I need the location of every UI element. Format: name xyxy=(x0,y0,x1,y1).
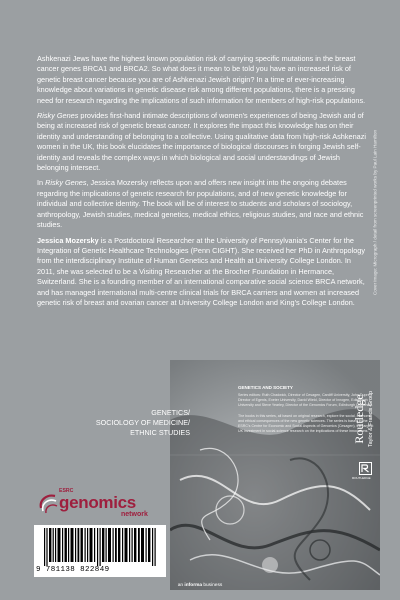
blurb-paragraph-1: Ashkenazi Jews have the highest known population risk of carrying specific mutations in the breast cancer genes BRCA1 and BRCA2. So what does it mean to be told you have an increased risk of genetic breast cancer because you are of Ashkenazi Jewish origin? In a time of ever-increasing knowledge about variations in genetic disease risk among different populations, there is a pressing need for research regarding the implications of such information for members of high-risk populations. xyxy=(37,54,366,105)
esrc-swirl-icon xyxy=(37,490,59,514)
informa-footer: an informa business xyxy=(177,583,223,588)
isbn-barcode xyxy=(34,525,166,577)
esrc-genomics-word: genomics xyxy=(59,493,136,512)
blurb-paragraph-2: Risky Genes provides first-hand intimate descriptions of women's experiences of being Jewish and of being at increased risk of genetic breast cancer. It explores the impact this knowledge has on their identity and understanding of belonging to a collective. Using qualitative data from high-risk Ashkenazi women in the UK, this book elucidates the importance of biological discourses in forging Jewish self-identity and reveals the complex ways in which biological and social understandings of Jewish belonging intersect. xyxy=(37,111,366,173)
esrc-network-word: network xyxy=(121,511,148,518)
blurb-paragraph-3: In Risky Genes, Jessica Mozersky reflects upon and offers new insight into the ongoing debates regarding the implications of genetic research for populations, and of new genetic knowledge for individual and collective identity. The book will be of interest to students and scholars of sociology, anthropology, Jewish studies, medical genetics, medical ethics, religious studies, and race and ethnic studies. xyxy=(37,178,364,230)
publisher-name: Routledge xyxy=(352,394,366,444)
routledge-logo xyxy=(348,388,378,458)
subject-category: GENETICS/ SOCIOLOGY OF MEDICINE/ ETHNIC STUDIES xyxy=(95,408,190,437)
isbn-number: 9 781138 822849 xyxy=(36,566,110,574)
author-name: Jessica Mozersky xyxy=(37,235,99,245)
series-title: GENETICS AND SOCIETY xyxy=(238,385,293,390)
series-description: The books in this series, all based on original research, explore the social, economic and ethical consequences of the new genetic sciences. The series is based in the ESRC's Centre for Economic and Social Aspects of Genomics (Cesagen), the largest UK investment in social-science research on the implications of these innovations. xyxy=(238,414,374,433)
publisher-mark-label: ROUTLEDGE xyxy=(352,476,371,480)
barcode-bars xyxy=(44,528,158,566)
routledge-mark-icon xyxy=(359,462,372,475)
book-title-italic: Risky Genes xyxy=(37,111,79,121)
informa-brand: informa xyxy=(184,583,202,588)
author-bio: Jessica Mozersky is a Postdoctoral Researcher at the University of Pennsylvania's Center for the Integration of Genetic Healthcare Technologies (Penn CIGHT). She received her PhD in Anthropology from the interdisciplinary Institute of Human Genetics and Health at University College London. In 2011, she was selected to be a Visiting Researcher at the Brocher Foundation in Hermance, Switzerland. She is a founding member of an international comparative social science BRCA network, and has managed international multi-centre clinical trials for BRCA carriers and women at increased genetic risk of breast and ovarian cancer at University College London and King's College London. xyxy=(37,235,366,307)
book-title-italic: Risky Genes xyxy=(45,178,87,188)
cover-image-credit: Cover image: Micrograph / detail from screenprinted works by Paul Lain Hamilton xyxy=(372,129,378,296)
esrc-genomics-logo xyxy=(37,488,177,524)
series-editors: Series editors: Ruth Chadwick, Director of Cesagen, Cardiff University, John Dupré, Director of Egenis, Exeter University, David Wield, Director of Innogen, Edinburgh University and Steve Yearley, Director of the Genomics Forum, Edinburgh University. xyxy=(238,393,373,407)
publisher-group: Taylor & Francis Group xyxy=(368,390,374,448)
blurb-text xyxy=(37,54,367,313)
esrc-label: ESRC xyxy=(59,488,74,494)
